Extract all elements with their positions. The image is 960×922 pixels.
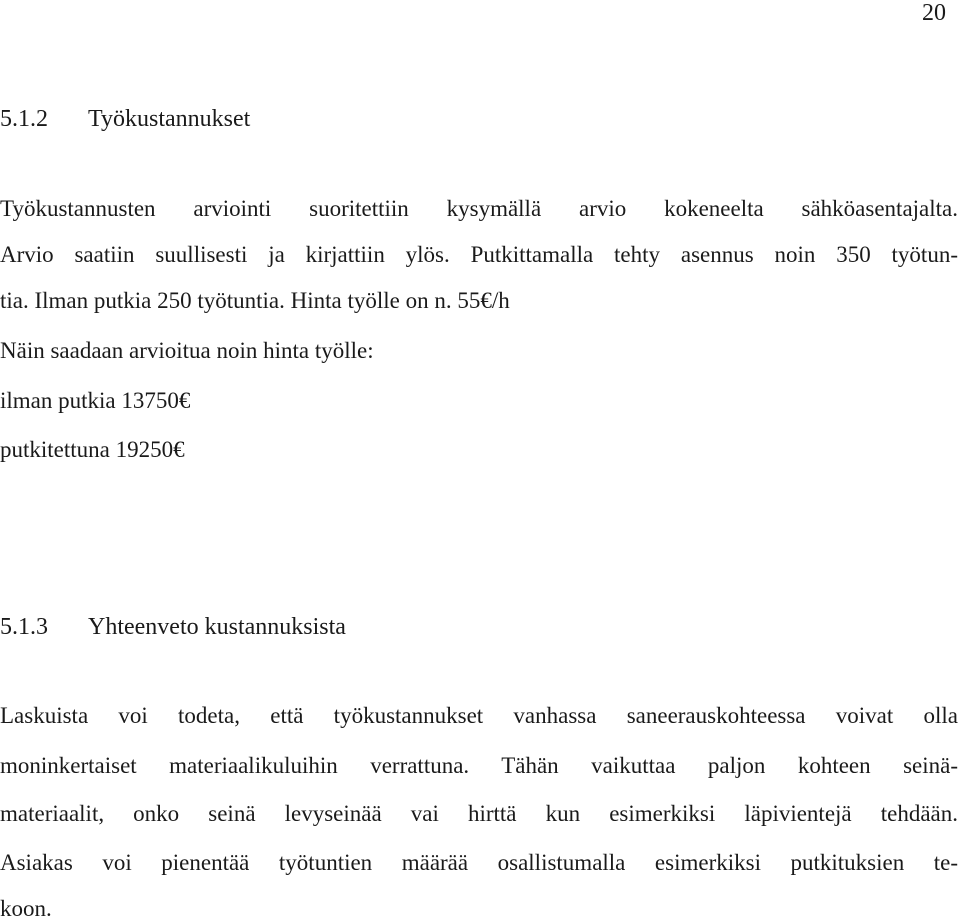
section-heading-5-1-2 xyxy=(0,106,250,133)
paragraph-line: Työkustannusten arviointi suoritettiin kysymällä arvio kokeneelta sähköasentajalta. xyxy=(0,196,958,221)
section-title: Yhteenveto kustannuksista xyxy=(88,614,346,640)
page-number: 20 xyxy=(922,0,946,26)
paragraph-line: moninkertaiset materiaalikuluihin verrattuna. Tähän vaikuttaa paljon kohteen seinä- xyxy=(0,753,958,778)
paragraph-line: tia. Ilman putkia 250 työtuntia. Hinta työlle on n. 55€/h xyxy=(0,288,510,313)
paragraph-line: Laskuista voi todeta, että työkustannukset vanhassa saneerauskohteessa voivat olla xyxy=(0,703,958,728)
paragraph-line: materiaalit, onko seinä levyseinää vai hirttä kun esimerkiksi läpivientejä tehdään. xyxy=(0,801,958,826)
paragraph-line: koon. xyxy=(0,896,52,921)
section-heading-5-1-3 xyxy=(0,614,346,641)
paragraph-line: Arvio saatiin suullisesti ja kirjattiin ylös. Putkittamalla tehty asennus noin 350 työtun- xyxy=(0,242,958,267)
paragraph-line: Asiakas voi pienentää työtuntien määrää osallistumalla esimerkiksi putkituksien te- xyxy=(0,850,958,875)
section-title: Työkustannukset xyxy=(88,106,251,132)
section-number: 5.1.2 xyxy=(0,106,48,132)
cost-with-pipes: putkitettuna 19250€ xyxy=(0,437,185,462)
paragraph-line: Näin saadaan arvioitua noin hinta työlle: xyxy=(0,338,374,363)
cost-without-pipes: ilman putkia 13750€ xyxy=(0,388,191,413)
section-number: 5.1.3 xyxy=(0,614,48,640)
